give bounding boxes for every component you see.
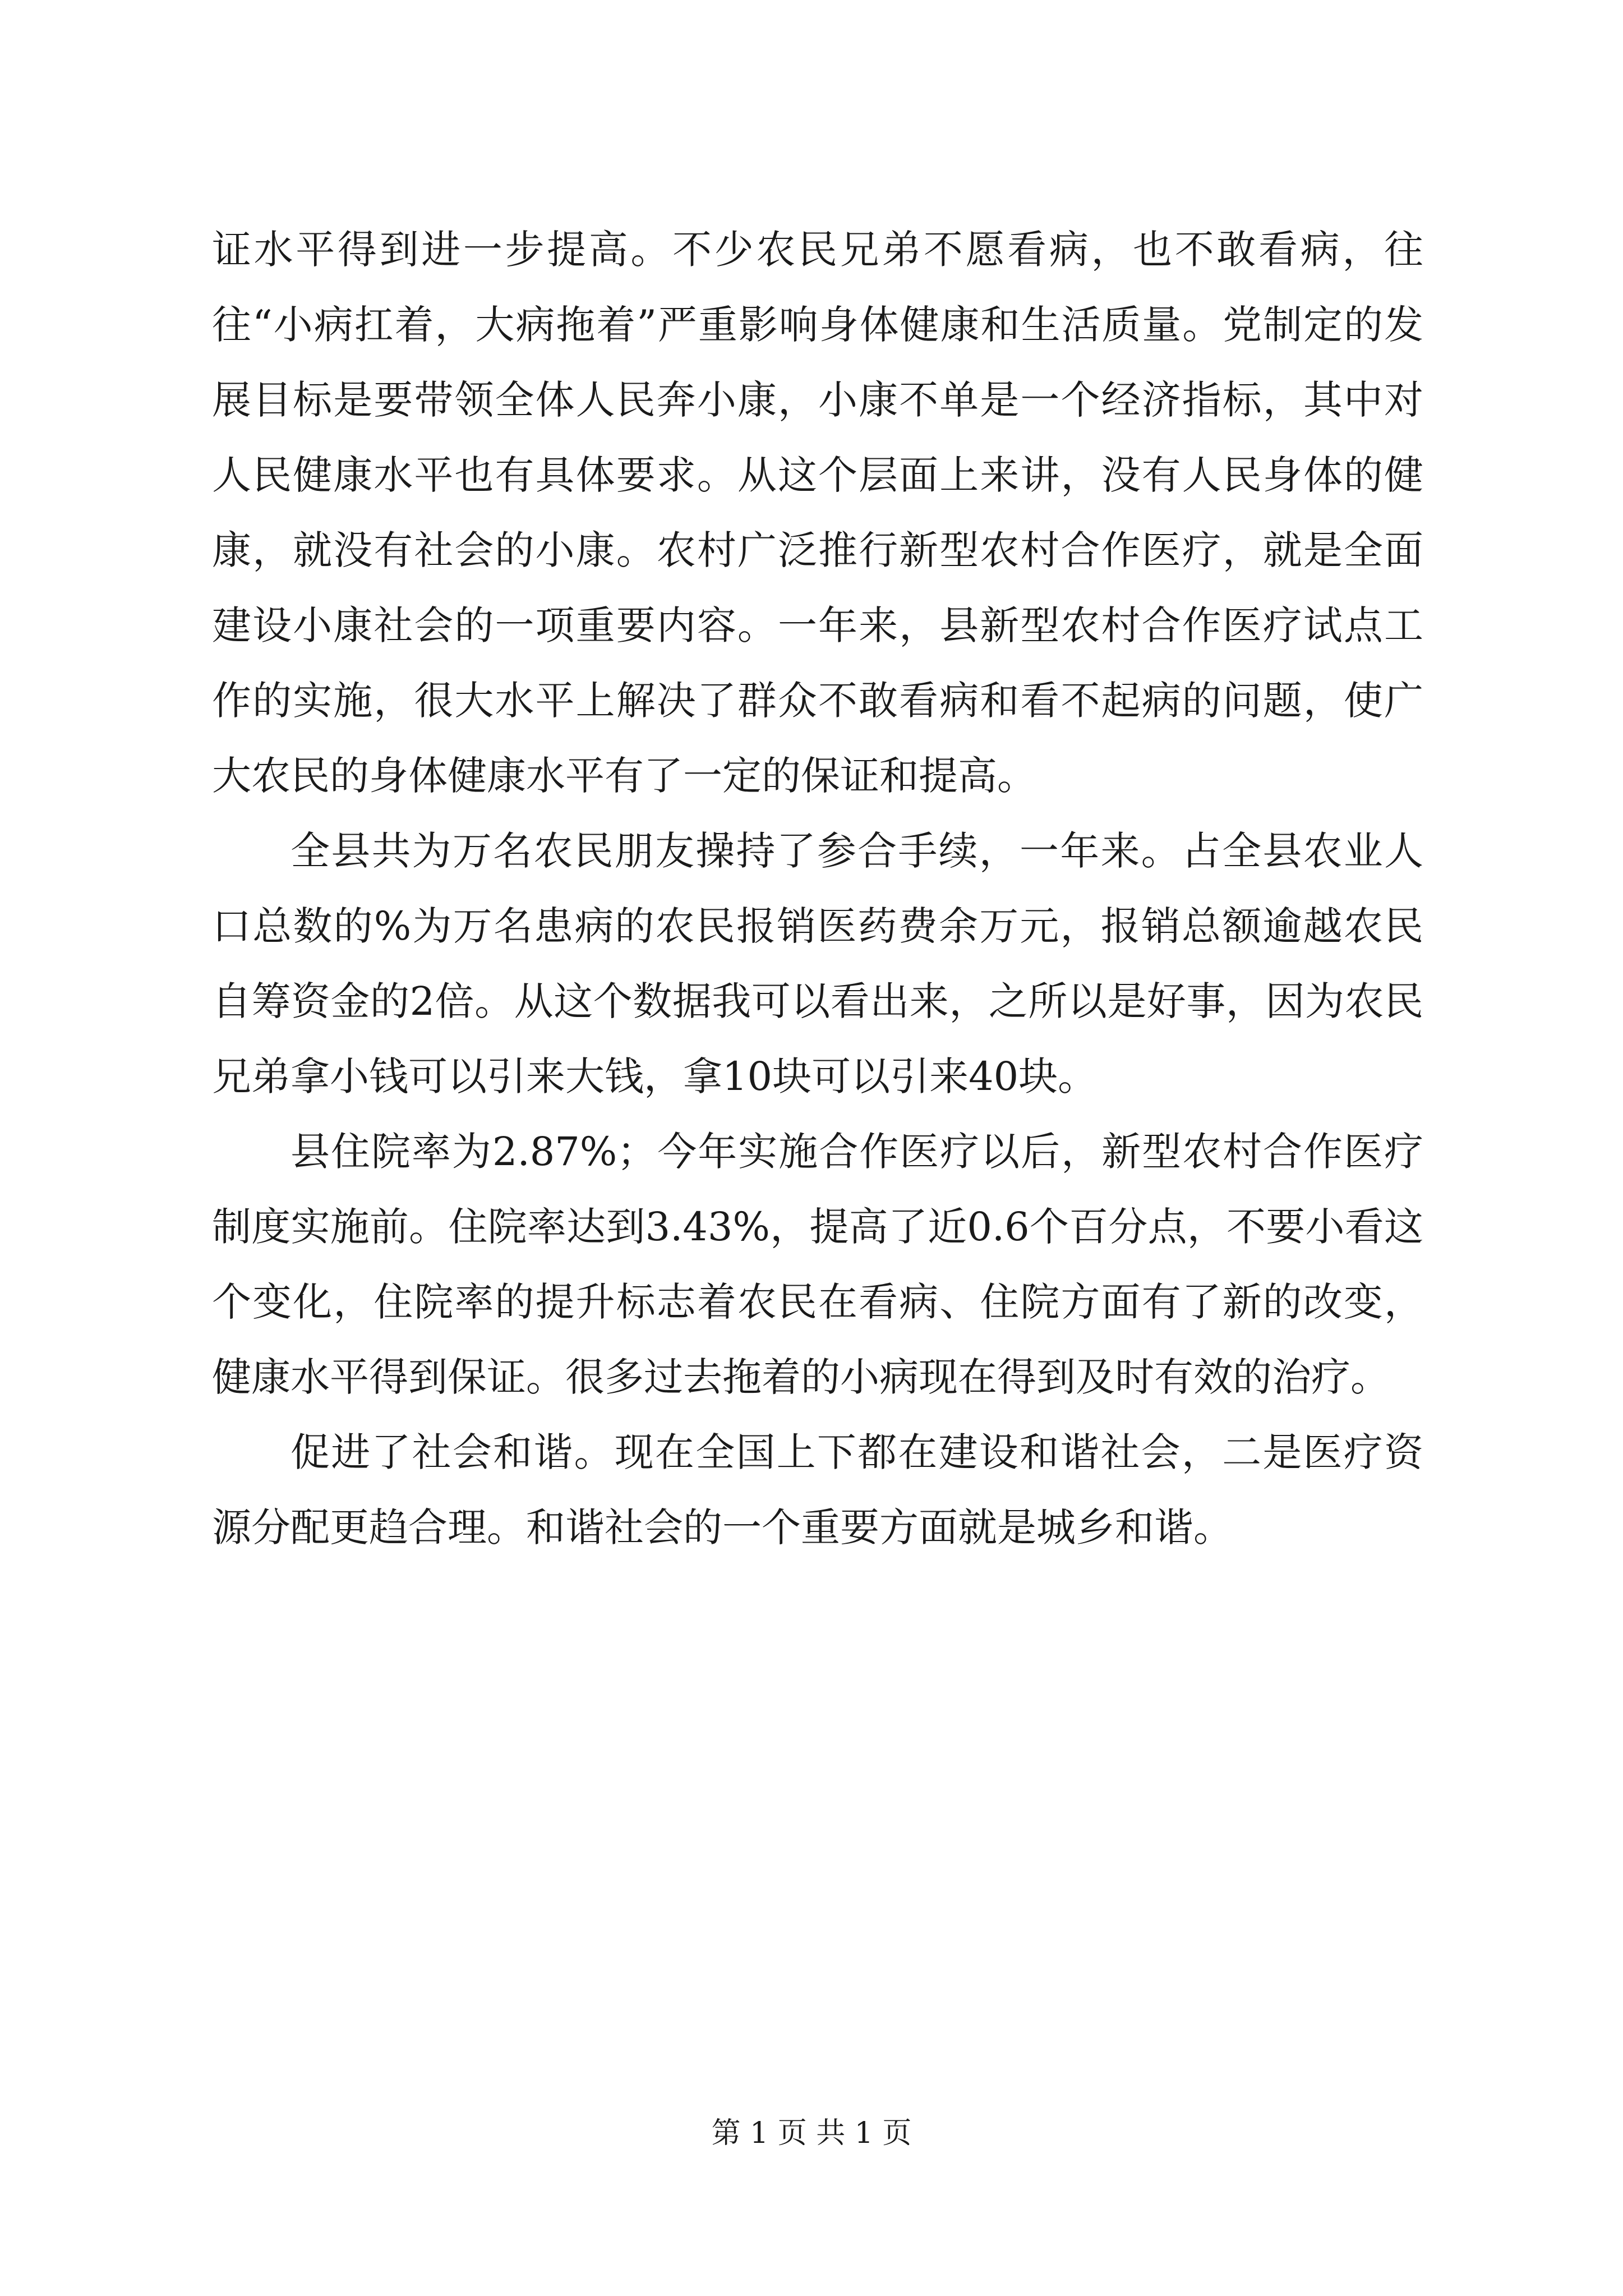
document-body [212, 212, 1423, 1565]
page-footer: 第 1 页 共 1 页 [711, 2116, 912, 2150]
paragraph-4: 促进了社会和谐。现在全国上下都在建设和谐社会，二是医疗资源分配更趋合理。和谐社会的一个重要方面就是城乡和谐。 [212, 1429, 1423, 1550]
paragraph-2: 全县共为万名农民朋友操持了参合手续，一年来。占全县农业人口总数的%为万名患病的农民报销医药费余万元，报销总额逾越农民自筹资金的2倍。从这个数据我可以看出来，之所以是好事，因为农民兄弟拿小钱可以引来大钱，拿10块可以引来40块。 [212, 828, 1423, 1099]
paragraph-1: 证水平得到进一步提高。不少农民兄弟不愿看病，也不敢看病，往往“小病扛着，大病拖着”严重影响身体健康和生活质量。党制定的发展目标是要带领全体人民奔小康，小康不单是一个经济指标，其中对人民健康水平也有具体要求。从这个层面上来讲，没有人民身体的健康，就没有社会的小康。农村广泛推行新型农村合作医疗，就是全面建设小康社会的一项重要内容。一年来，县新型农村合作医疗试点工作的实施，很大水平上解决了群众不敢看病和看不起病的问题，使广大农民的身体健康水平有了一定的保证和提高。 [212, 227, 1423, 799]
paragraph-3: 县住院率为2.87%；今年实施合作医疗以后，新型农村合作医疗制度实施前。住院率达到3.43%，提高了近0.6个百分点，不要小看这个变化，住院率的提升标志着农民在看病、住院方面有了新的改变，健康水平得到保证。很多过去拖着的小病现在得到及时有效的治疗。 [212, 1129, 1423, 1400]
